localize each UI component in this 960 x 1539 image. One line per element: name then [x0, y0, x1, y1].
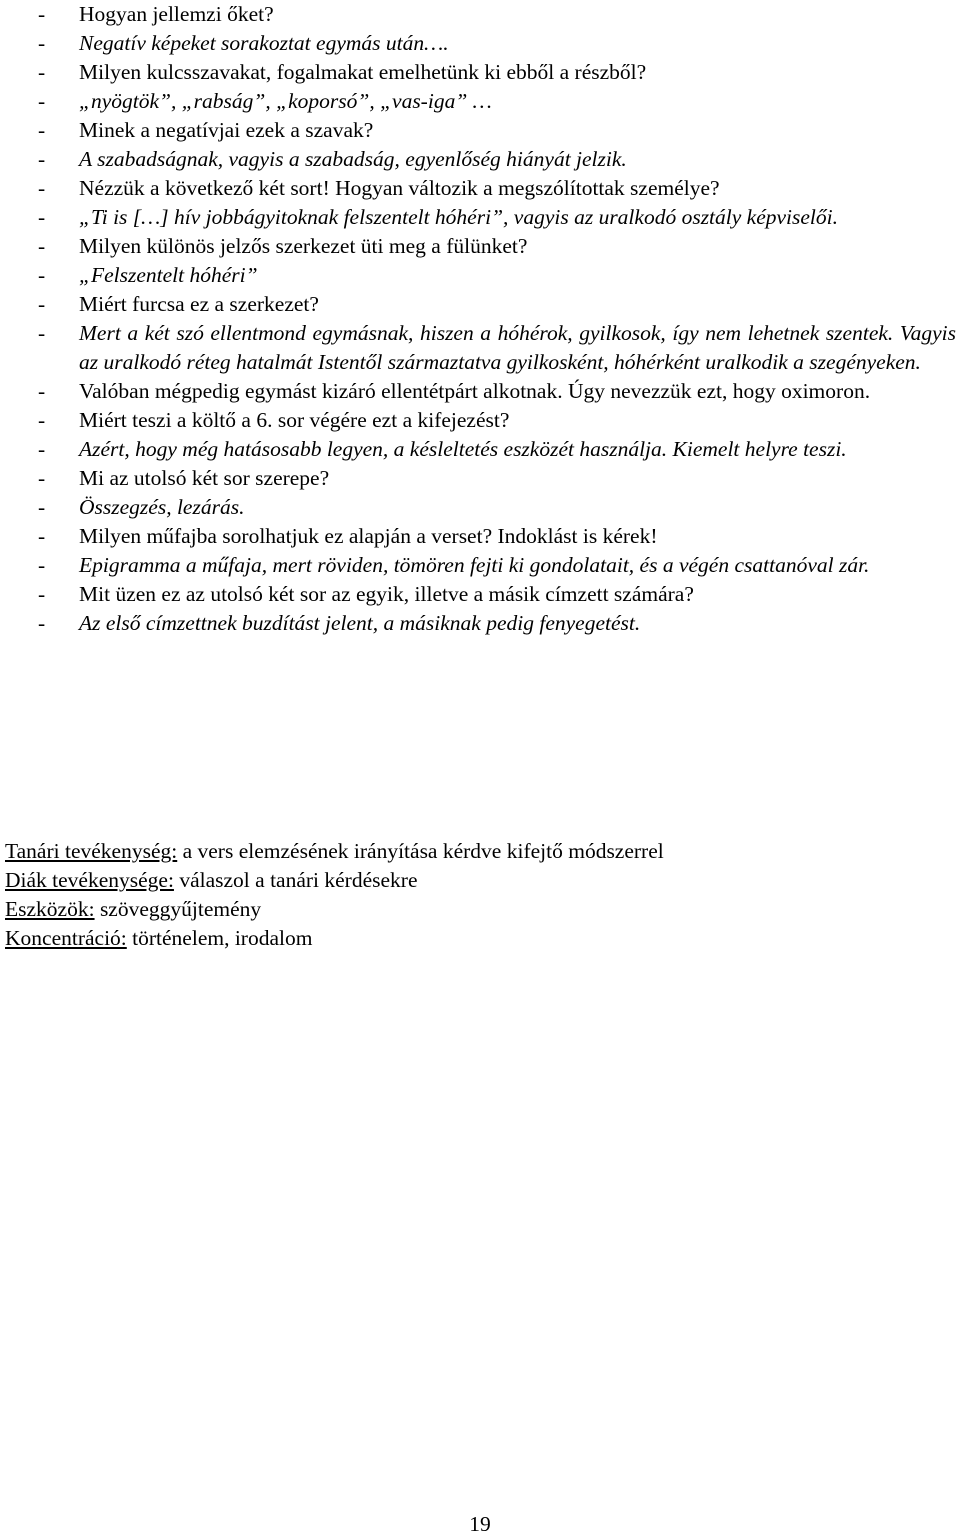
dash-marker: -: [38, 89, 46, 113]
metadata-line: [5, 837, 945, 866]
metadata-line: [5, 895, 945, 924]
metadata-label: Diák tevékenysége:: [5, 868, 174, 892]
answer-line: [38, 87, 956, 116]
question-text: Valóban mégpedig egymást kizáró ellentétpárt alkotnak. Úgy nevezzük ezt, hogy oximoron.: [79, 379, 871, 403]
question-text: Milyen kulcsszavakat, fogalmakat emelhetünk ki ebből a részből?: [79, 60, 647, 84]
answer-text: A szabadságnak, vagyis a szabadság, egyenlőség hiányát jelzik.: [79, 147, 627, 171]
metadata-label: Koncentráció:: [5, 926, 127, 950]
dash-marker: -: [38, 437, 46, 461]
dash-marker: -: [38, 466, 46, 490]
answer-text: Azért, hogy még hatásosabb legyen, a késleltetés eszközét használja. Kiemelt helyre teszi.: [79, 437, 847, 461]
metadata-value: szöveggyűjtemény: [94, 897, 262, 921]
metadata-value: válaszol a tanári kérdésekre: [173, 868, 418, 892]
dash-marker: -: [38, 234, 46, 258]
answer-line: [38, 261, 956, 290]
answer-line: [38, 29, 956, 58]
answer-line: [38, 435, 956, 464]
dash-marker: -: [38, 292, 46, 316]
question-line: [38, 377, 956, 406]
answer-text: Epigramma a műfaja, mert röviden, tömören fejti ki gondolatait, és a végén csattanóval zár.: [79, 553, 870, 577]
question-text: Mit üzen ez az utolsó két sor az egyik, illetve a másik címzett számára?: [79, 582, 694, 606]
dash-marker: -: [38, 176, 46, 200]
dash-marker: -: [38, 582, 46, 606]
question-line: [38, 0, 956, 29]
answer-line: [38, 493, 956, 522]
dash-marker: -: [38, 611, 46, 635]
dash-marker: -: [38, 321, 46, 345]
question-line: [38, 290, 956, 319]
answer-line: [38, 319, 956, 377]
dialogue-list: [38, 0, 956, 638]
question-text: Miért furcsa ez a szerkezet?: [79, 292, 319, 316]
dash-marker: -: [38, 147, 46, 171]
answer-text: „Felszentelt hóhéri”: [79, 263, 258, 287]
question-line: [38, 522, 956, 551]
metadata-value: történelem, irodalom: [126, 926, 313, 950]
metadata-line: [5, 924, 945, 953]
metadata-line: [5, 866, 945, 895]
answer-line: [38, 551, 956, 580]
dash-marker: -: [38, 495, 46, 519]
question-line: [38, 116, 956, 145]
question-line: [38, 580, 956, 609]
question-line: [38, 406, 956, 435]
answer-text: „nyögtök”, „rabság”, „koporsó”, „vas-iga” …: [79, 89, 492, 113]
answer-line: [38, 203, 956, 232]
dash-marker: -: [38, 553, 46, 577]
metadata-value: a vers elemzésének irányítása kérdve kifejtő módszerrel: [177, 839, 664, 863]
question-line: [38, 464, 956, 493]
dash-marker: -: [38, 118, 46, 142]
metadata-label: Tanári tevékenység:: [5, 839, 178, 863]
answer-text: „Ti is […] hív jobbágyitoknak felszentelt hóhéri”, vagyis az uralkodó osztály képviselői.: [79, 205, 839, 229]
answer-line: [38, 609, 956, 638]
answer-line: [38, 145, 956, 174]
dash-marker: -: [38, 524, 46, 548]
dash-marker: -: [38, 263, 46, 287]
lesson-metadata: [5, 837, 945, 953]
dash-marker: -: [38, 31, 46, 55]
answer-text: Mert a két szó ellentmond egymásnak, hiszen a hóhérok, gyilkosok, így nem lehetnek szentek. Vagyis az uralkodó réteg hatalmát Istentől származtatva gyilkosként, hóhérként uralkodik a szegényeken.: [79, 321, 956, 374]
question-line: [38, 58, 956, 87]
question-text: Milyen különös jelzős szerkezet üti meg a fülünket?: [79, 234, 528, 258]
question-text: Minek a negatívjai ezek a szavak?: [79, 118, 374, 142]
answer-text: Negatív képeket sorakoztat egymás után….: [79, 31, 449, 55]
dash-marker: -: [38, 60, 46, 84]
question-line: [38, 232, 956, 261]
question-text: Miért teszi a költő a 6. sor végére ezt a kifejezést?: [79, 408, 510, 432]
page-number: 19: [469, 1512, 491, 1536]
question-text: Milyen műfajba sorolhatjuk ez alapján a verset? Indoklást is kérek!: [79, 524, 658, 548]
answer-text: Az első címzettnek buzdítást jelent, a másiknak pedig fenyegetést.: [79, 611, 641, 635]
metadata-label: Eszközök:: [5, 897, 95, 921]
question-line: [38, 174, 956, 203]
dash-marker: -: [38, 2, 46, 26]
dash-marker: -: [38, 379, 46, 403]
dash-marker: -: [38, 205, 46, 229]
dash-marker: -: [38, 408, 46, 432]
question-text: Hogyan jellemzi őket?: [79, 2, 274, 26]
answer-text: Összegzés, lezárás.: [79, 495, 245, 519]
question-text: Mi az utolsó két sor szerepe?: [79, 466, 330, 490]
question-text: Nézzük a következő két sort! Hogyan változik a megszólítottak személye?: [79, 176, 720, 200]
